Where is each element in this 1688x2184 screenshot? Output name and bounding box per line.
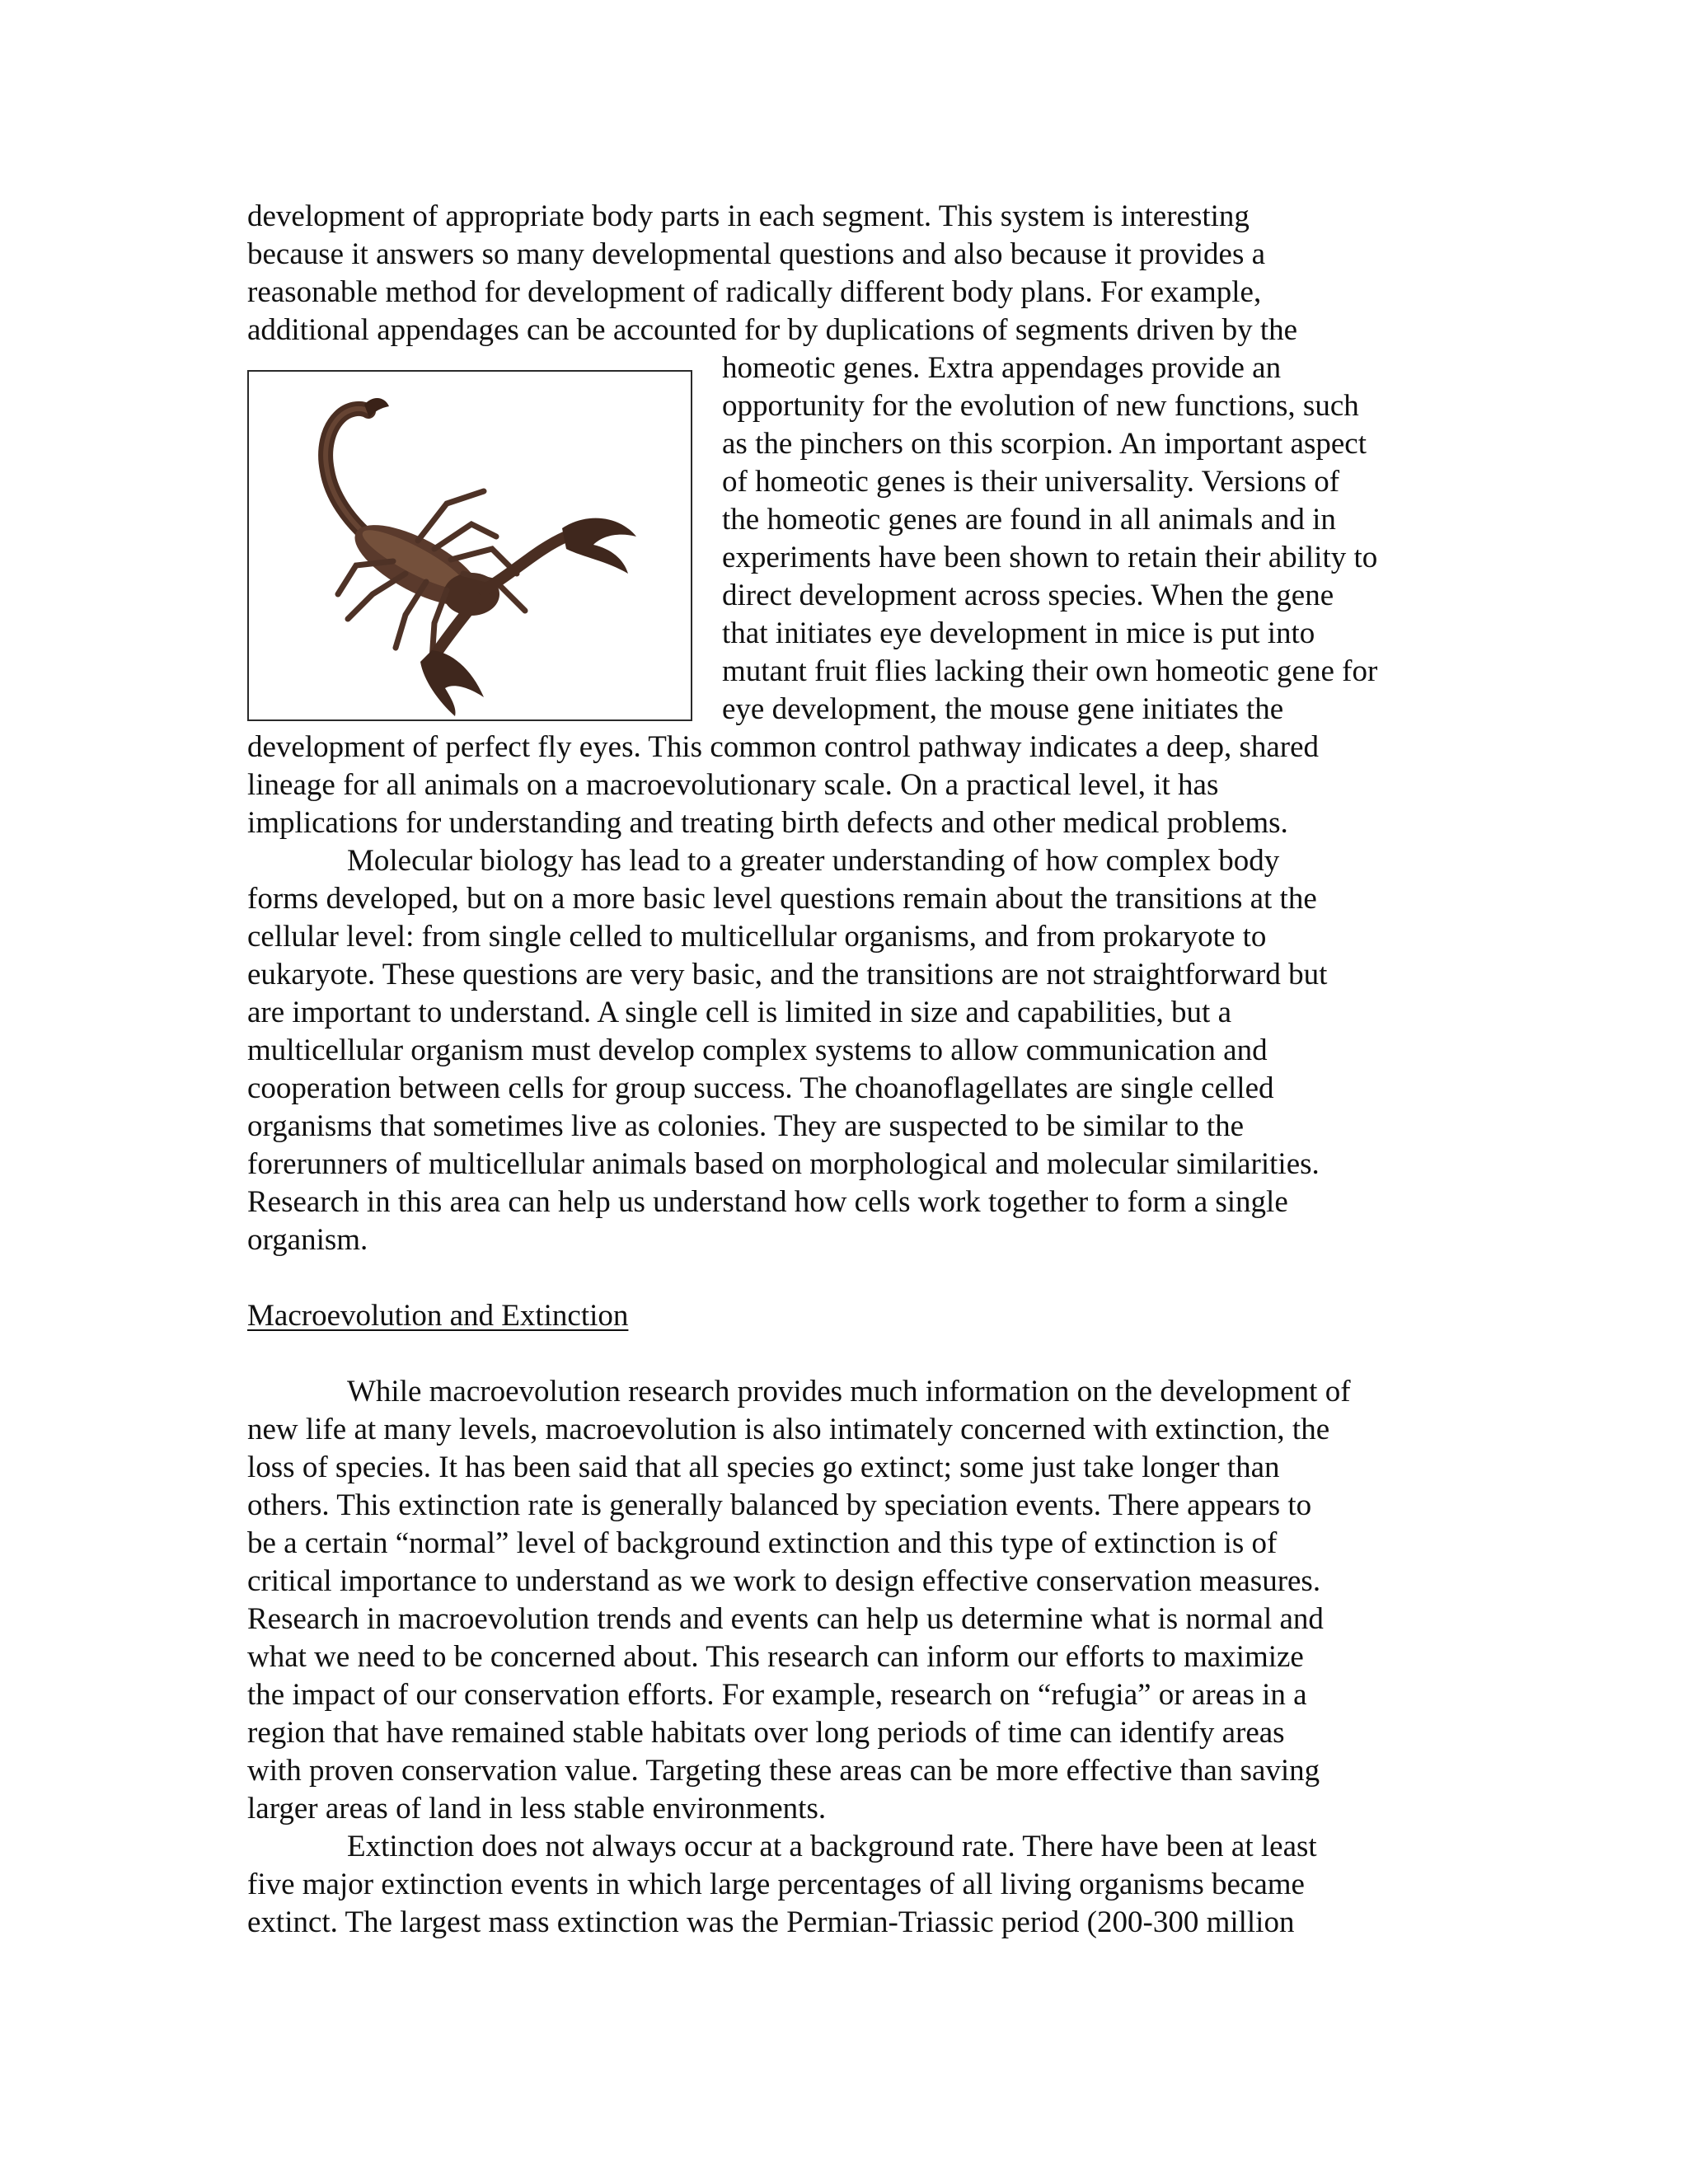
left-pincer — [420, 650, 484, 716]
text-line: Molecular biology has lead to a greater understanding of how complex body — [347, 844, 1280, 878]
text-line: mutant fruit flies lacking their own homeotic gene for — [722, 654, 1378, 688]
text-line: others. This extinction rate is generally balanced by speciation events. There appears to — [247, 1488, 1312, 1522]
text-line: Research in macroevolution trends and events can help us determine what is normal and — [247, 1602, 1324, 1636]
text-line: opportunity for the evolution of new functions, such — [722, 389, 1359, 423]
paragraph-macroevolution — [247, 1373, 1442, 1828]
paragraph-molecular-biology — [247, 842, 1442, 1259]
text-line: experiments have been shown to retain their ability to — [722, 541, 1378, 574]
text-line: cellular level: from single celled to multicellular organisms, and from prokaryote to — [247, 920, 1267, 954]
text-line: the homeotic genes are found in all animals and in — [722, 503, 1336, 537]
text-line: as the pinchers on this scorpion. An important aspect — [722, 427, 1367, 461]
text-line: of homeotic genes is their universality. Versions of — [722, 465, 1340, 499]
text-line: Extinction does not always occur at a background rate. There have been at least — [347, 1830, 1317, 1863]
spacer — [247, 1335, 1442, 1373]
text-line: five major extinction events in which large percentages of all living organisms became — [247, 1868, 1305, 1901]
text-line: Research in this area can help us understand how cells work together to form a single — [247, 1185, 1288, 1219]
text-line: direct development across species. When the gene — [722, 579, 1334, 612]
text-line: critical importance to understand as we work to design effective conservation measures. — [247, 1564, 1321, 1598]
section-heading-text: Macroevolution and Extinction — [247, 1299, 629, 1333]
text-line: be a certain “normal” level of background extinction and this type of extinction is of — [247, 1526, 1278, 1560]
text-line: organisms that sometimes live as colonies. They are suspected to be similar to the — [247, 1109, 1245, 1143]
paragraph-extinction — [247, 1828, 1442, 1942]
text-line: multicellular organism must develop complex systems to allow communication and — [247, 1033, 1268, 1067]
text-line: region that have remained stable habitats over long periods of time can identify areas — [247, 1716, 1285, 1750]
text-line: development of perfect fly eyes. This common control pathway indicates a deep, shared — [247, 730, 1320, 764]
text-line: lineage for all animals on a macroevolutionary scale. On a practical level, it has — [247, 768, 1219, 802]
text-line: eukaryote. These questions are very basic, and the transitions are not straightforward but — [247, 958, 1328, 991]
text-line: what we need to be concerned about. This research can inform our efforts to maximize — [247, 1640, 1304, 1674]
text-line: forerunners of multicellular animals based on morphological and molecular similarities. — [247, 1147, 1320, 1181]
right-pincer — [562, 518, 636, 574]
text-line: because it answers so many developmental questions and also because it provides a — [247, 237, 1266, 271]
text-line: cooperation between cells for group success. The choanoflagellates are single celled — [247, 1071, 1274, 1105]
text-line: extinct. The largest mass extinction was the Permian-Triassic period (200-300 million — [247, 1905, 1295, 1939]
section-heading — [247, 1297, 1442, 1335]
text-line: with proven conservation value. Targeting these areas can be more effective than saving — [247, 1754, 1320, 1788]
text-line: are important to understand. A single cell is limited in size and capabilities, but a — [247, 996, 1231, 1029]
text-line: organism. — [247, 1223, 368, 1257]
text-line: that initiates eye development in mice is put into — [722, 616, 1315, 650]
text-line: While macroevolution research provides much information on the development of — [347, 1375, 1351, 1408]
text-line: homeotic genes. Extra appendages provide an — [722, 351, 1282, 385]
after-figure-text — [247, 729, 1442, 842]
figure-frame — [247, 370, 692, 721]
spacer — [247, 1259, 1442, 1297]
text-line: loss of species. It has been said that all species go extinct; some just take longer than — [247, 1451, 1280, 1484]
document-page — [247, 198, 1442, 1942]
text-line: implications for understanding and treating birth defects and other medical problems. — [247, 806, 1288, 840]
text-line: additional appendages can be accounted for by duplications of segments driven by the — [247, 313, 1298, 347]
text-line: larger areas of land in less stable environments. — [247, 1792, 827, 1825]
text-line: development of appropriate body parts in each segment. This system is interesting — [247, 199, 1250, 233]
text-line: new life at many levels, macroevolution is also intimately concerned with extinction, the — [247, 1413, 1330, 1446]
text-line: the impact of our conservation efforts. For example, research on “refugia” or areas in a — [247, 1678, 1307, 1712]
text-line: forms developed, but on a more basic level questions remain about the transitions at the — [247, 882, 1317, 916]
text-line: reasonable method for development of radically different body plans. For example, — [247, 275, 1262, 309]
text-line: eye development, the mouse gene initiates the — [722, 692, 1284, 726]
scorpion-image — [249, 372, 690, 719]
intro-text — [247, 198, 1442, 349]
